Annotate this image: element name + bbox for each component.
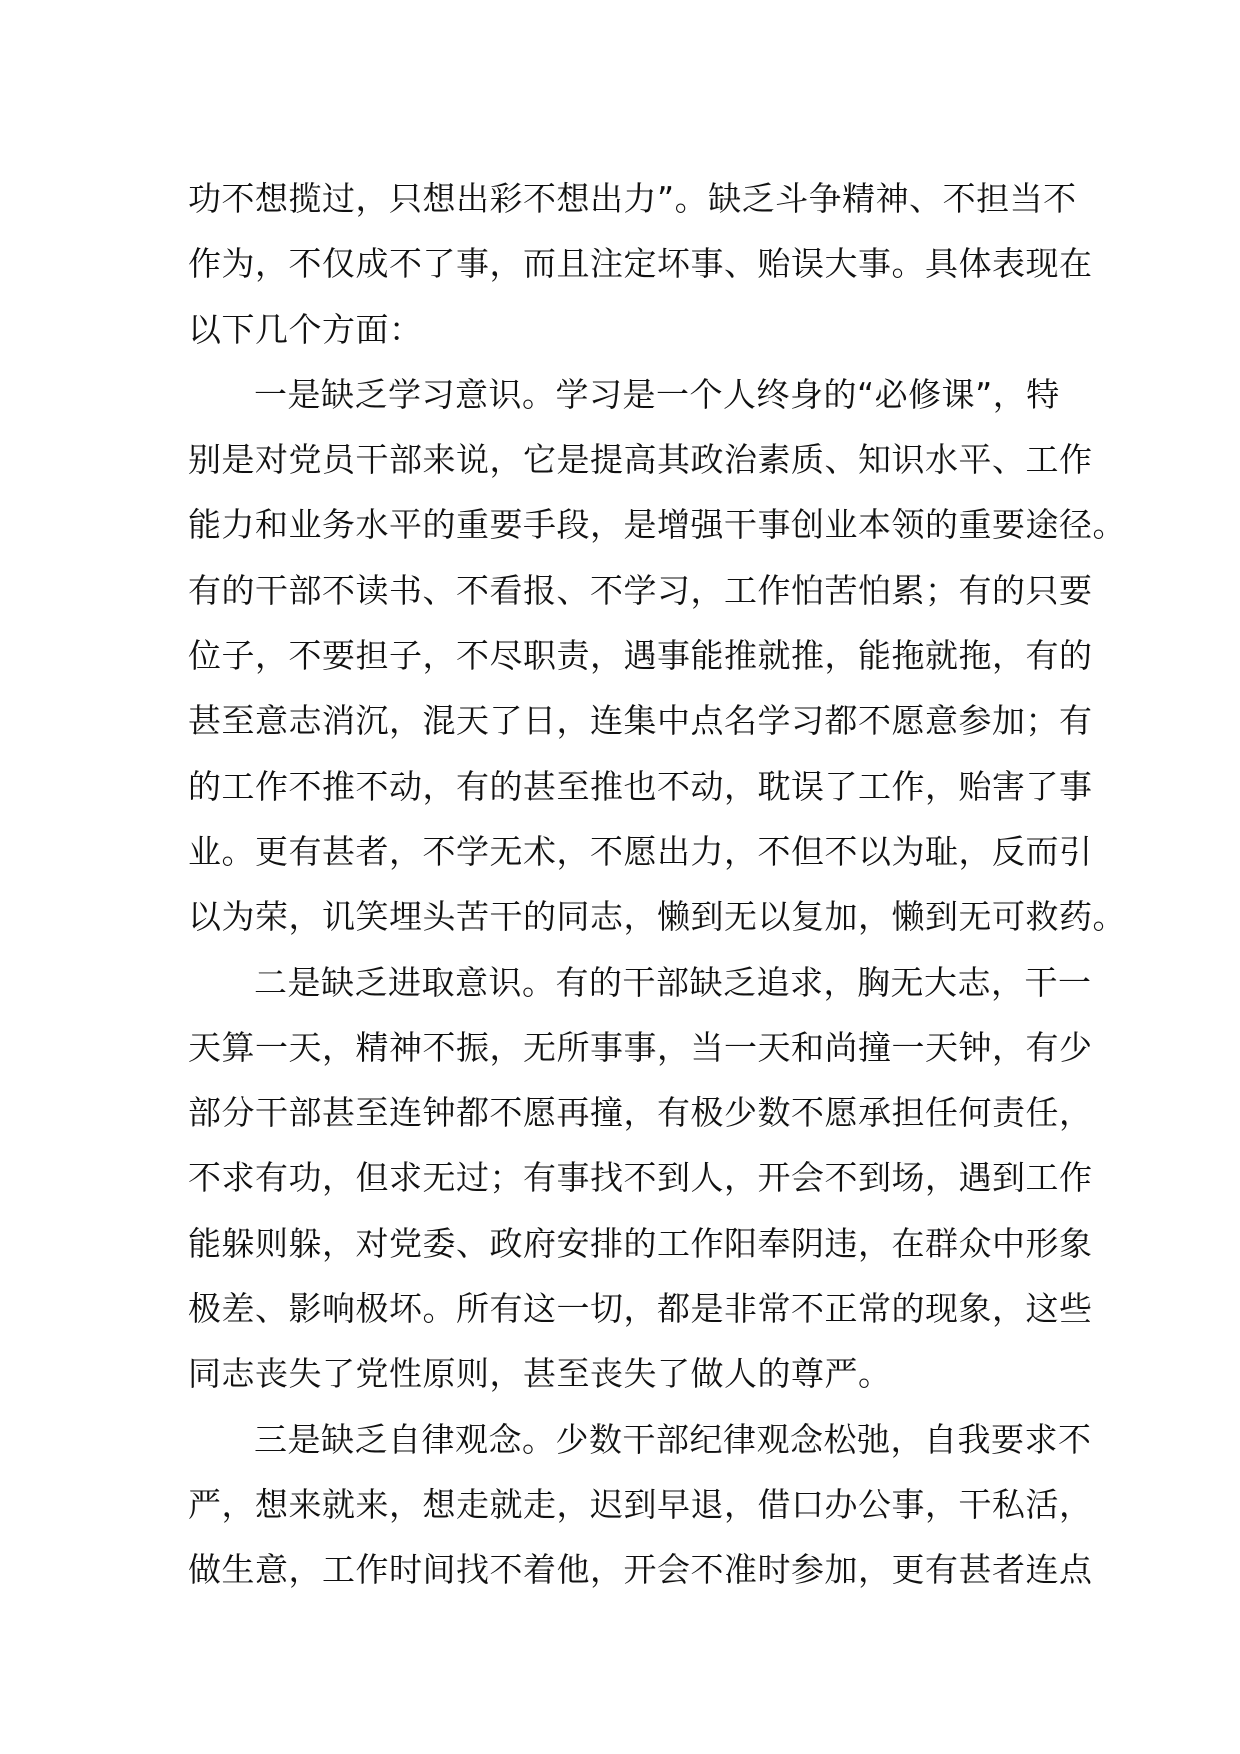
text-line: 极差、影响极坏。所有这一切，都是非常不正常的现象，这些 xyxy=(188,1289,1093,1329)
text-line: 能力和业务水平的重要手段，是增强干事创业本领的重要途径。 xyxy=(188,505,1126,545)
paragraph-start-line: 二是缺乏进取意识。有的干部缺乏追求，胸无大志，干一 xyxy=(254,962,1092,1002)
text-line: 能躲则躲，对党委、政府安排的工作阳奉阴违，在群众中形象 xyxy=(188,1223,1093,1263)
text-line: 以下几个方面： xyxy=(188,309,423,349)
paragraph-start-line: 一是缺乏学习意识。学习是一个人终身的“必修课”，特 xyxy=(254,374,1060,414)
text-line: 作为，不仅成不了事，而且注定坏事、贻误大事。具体表现在 xyxy=(188,244,1093,284)
text-line: 业。更有甚者，不学无术，不愿出力，不但不以为耻，反而引 xyxy=(188,831,1093,871)
text-line: 有的干部不读书、不看报、不学习，工作怕苦怕累；有的只要 xyxy=(188,570,1093,610)
text-line: 甚至意志消沉，混天了日，连集中点名学习都不愿意参加；有 xyxy=(188,701,1093,741)
text-line: 以为荣，讥笑埋头苦干的同志，懒到无以复加，懒到无可救药。 xyxy=(188,897,1126,937)
body-text xyxy=(188,166,1126,1603)
text-line: 做生意，工作时间找不着他，开会不准时参加，更有甚者连点 xyxy=(188,1550,1093,1590)
text-line: 严，想来就来，想走就走，迟到早退，借口办公事，干私活， xyxy=(188,1484,1093,1524)
text-line: 功不想揽过，只想出彩不想出力”。缺乏斗争精神、不担当不 xyxy=(188,179,1077,218)
text-line: 位子，不要担子，不尽职责，遇事能推就推，能拖就拖，有的 xyxy=(188,636,1093,676)
text-line: 同志丧失了党性原则，甚至丧失了做人的尊严。 xyxy=(188,1354,892,1394)
text-line: 不求有功，但求无过；有事找不到人，开会不到场，遇到工作 xyxy=(188,1158,1093,1198)
text-line: 别是对党员干部来说，它是提高其政治素质、知识水平、工作 xyxy=(188,440,1093,480)
text-line: 的工作不推不动，有的甚至推也不动，耽误了工作，贻害了事 xyxy=(188,766,1093,806)
text-line: 天算一天，精神不振，无所事事，当一天和尚撞一天钟，有少 xyxy=(188,1027,1093,1067)
text-line: 部分干部甚至连钟都不愿再撞，有极少数不愿承担任何责任， xyxy=(188,1093,1093,1133)
paragraph-start-line: 三是缺乏自律观念。少数干部纪律观念松弛，自我要求不 xyxy=(254,1419,1092,1459)
